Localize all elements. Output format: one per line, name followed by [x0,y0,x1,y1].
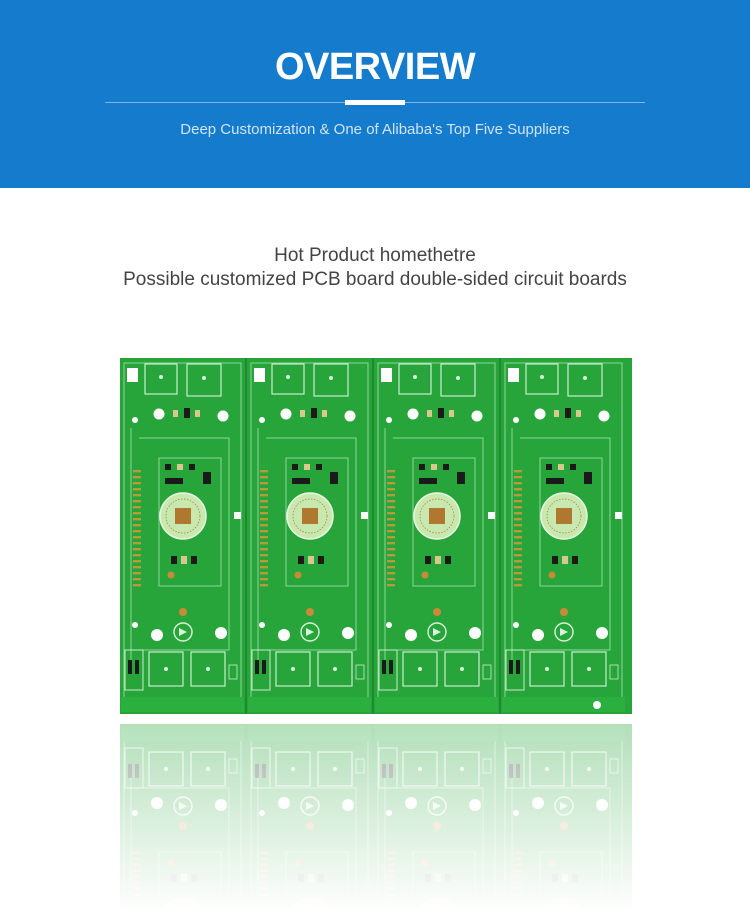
product-headline-line1: Hot Product homethetre [274,245,476,266]
product-headline [0,244,750,292]
pcb-product-image [100,340,650,910]
pcb-reflection [100,722,650,910]
banner-subtitle: Deep Customization & One of Alibaba's Top Five Suppliers [180,121,570,138]
product-headline-line2: Possible customized PCB board double-sided circuit boards [123,269,627,290]
pcb-board-panel [120,358,632,723]
overview-banner [0,0,750,188]
banner-title: OVERVIEW [274,46,476,88]
banner-divider-accent [345,100,405,105]
